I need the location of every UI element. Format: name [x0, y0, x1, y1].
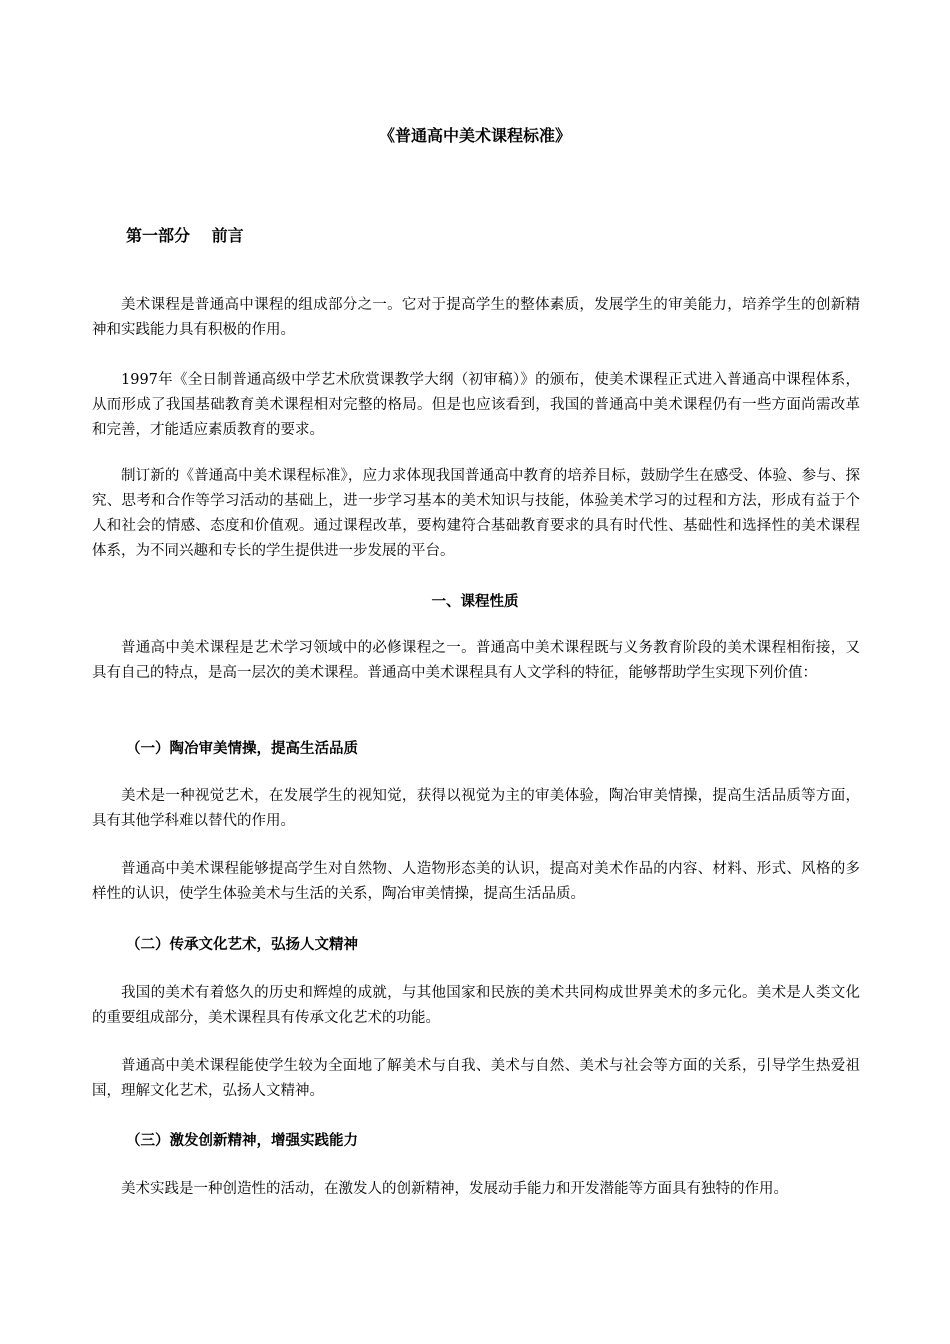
subsection-heading-3: （三）激发创新精神，增强实践能力: [126, 1132, 358, 1149]
subsection-1-paragraph-2: 普通高中美术课程能够提高学生对自然物、人造物形态美的认识，提高对美术作品的内容、材料、形式、风格的多样性的认识，使学生体验美术与生活的关系，陶冶审美情操，提高生活品质。: [92, 861, 860, 902]
subsection-3-paragraph-1: 美术实践是一种创造性的活动，在激发人的创新精神，发展动手能力和开发潜能等方面具有独特的作用。: [121, 1181, 788, 1197]
preface-paragraph-1: 美术课程是普通高中课程的组成部分之一。它对于提高学生的整体素质，发展学生的审美能力，培养学生的创新精神和实践能力具有积极的作用。: [92, 297, 860, 338]
subsection-2-paragraph-2: 普通高中美术课程能使学生较为全面地了解美术与自我、美术与自然、美术与社会等方面的关系，引导学生热爱祖国，理解文化艺术，弘扬人文精神。: [92, 1058, 860, 1099]
subsection-heading-1: （一）陶冶审美情操，提高生活品质: [126, 740, 358, 757]
document-title: 《普通高中美术课程标准》: [378, 126, 571, 145]
subsection-heading-2: （二）传承文化艺术，弘扬人文精神: [126, 936, 358, 953]
subsection-2-paragraph-1: 我国的美术有着悠久的历史和辉煌的成就，与其他国家和民族的美术共同构成世界美术的多元化。美术是人类文化的重要组成部分，美术课程具有传承文化艺术的功能。: [92, 985, 860, 1026]
preface-paragraph-2: 1997年《全日制普通高级中学艺术欣赏课教学大纲（初审稿）》的颁布，使美术课程正式进入普通高中课程体系，从而形成了我国基础教育美术课程相对完整的格局。但是也应该看到，我国的普通高中美术课程仍有一些方面尚需改革和完善，才能适应素质教育的要求。: [92, 372, 860, 438]
section-paragraph: 普通高中美术课程是艺术学习领域中的必修课程之一。普通高中美术课程既与义务教育阶段的美术课程相衔接，又具有自己的特点，是高一层次的美术课程。普通高中美术课程具有人文学科的特征，能够帮助学生实现下列价值：: [92, 640, 860, 681]
subsection-1-paragraph-1: 美术是一种视觉艺术，在发展学生的视知觉，获得以视觉为主的审美体验，陶冶审美情操，提高生活品质等方面，具有其他学科难以替代的作用。: [92, 788, 860, 829]
section-heading-course-nature: 一、课程性质: [431, 593, 519, 610]
part-heading: 第一部分 前言: [126, 226, 244, 245]
preface-paragraph-3: 制订新的《普通高中美术课程标准》，应力求体现我国普通高中教育的培养目标，鼓励学生在感受、体验、参与、探究、思考和合作等学习活动的基础上，进一步学习基本的美术知识与技能，体验美术学习的过程和方法，形成有益于个人和社会的情感、态度和价值观。通过课程改革，要构建符合基础教育要求的具有时代性、基础性和选择性的美术课程体系，为不同兴趣和专长的学生提供进一步发展的平台。: [92, 468, 860, 559]
